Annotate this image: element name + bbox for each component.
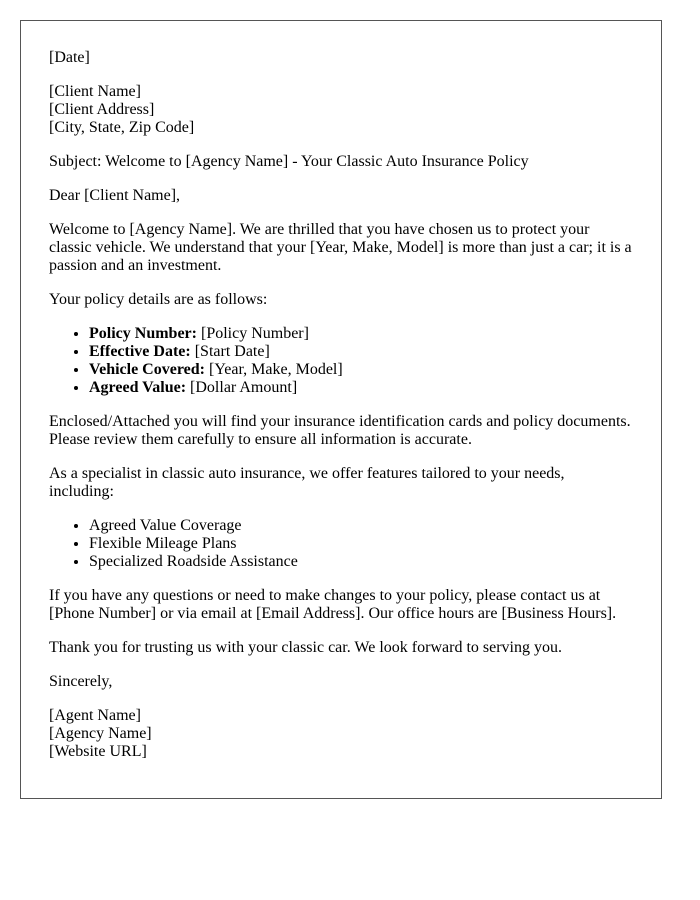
agency-name: [Agency Name] xyxy=(49,725,152,742)
contact-paragraph: If you have any questions or need to make changes to your policy, please contact us at [Phone Number] or via email at [Email Address]. Our office hours are [Business Hours]. xyxy=(49,587,617,622)
list-item xyxy=(89,325,633,343)
list-item: • Specialized Roadside Assistance xyxy=(89,553,633,571)
recipient-address: [Client Address] xyxy=(49,101,155,118)
detail-value: [Dollar Amount] xyxy=(186,379,298,396)
list-item xyxy=(89,343,633,361)
list-item xyxy=(89,361,633,379)
list-item: • Agreed Value Coverage xyxy=(89,517,633,535)
recipient-name: [Client Name] xyxy=(49,83,141,100)
detail-label: Effective Date: xyxy=(89,343,191,360)
features-list xyxy=(49,517,633,571)
policy-details-list xyxy=(49,325,633,397)
salutation: Dear [Client Name], xyxy=(49,187,181,204)
enclosed-paragraph: Enclosed/Attached you will find your insurance identification cards and policy documents. Please review them carefully to ensure all information is accurate. xyxy=(49,413,631,448)
letter xyxy=(20,20,662,799)
thanks-paragraph: Thank you for trusting us with your classic car. We look forward to serving you. xyxy=(49,639,562,656)
date: [Date] xyxy=(49,49,90,66)
list-item xyxy=(89,379,633,397)
detail-label: Policy Number: xyxy=(89,325,197,342)
agent-name: [Agent Name] xyxy=(49,707,141,724)
detail-label: Vehicle Covered: xyxy=(89,361,205,378)
intro-paragraph: Welcome to [Agency Name]. We are thrilled that you have chosen us to protect your classic vehicle. We understand that your [Year, Make, Model] is more than just a car; it is a passion and an investment. xyxy=(49,221,632,274)
detail-value: [Policy Number] xyxy=(196,325,309,342)
detail-value: [Year, Make, Model] xyxy=(204,361,343,378)
detail-label: Agreed Value: xyxy=(89,379,187,396)
signature-block xyxy=(49,707,633,761)
closing: Sincerely, xyxy=(49,673,113,690)
detail-value: [Start Date] xyxy=(190,343,270,360)
features-intro: As a specialist in classic auto insurance, we offer features tailored to your needs, including: xyxy=(49,465,565,500)
recipient-block xyxy=(49,83,633,137)
subject-line: Subject: Welcome to [Agency Name] - Your Classic Auto Insurance Policy xyxy=(49,153,529,170)
website-url: [Website URL] xyxy=(49,743,147,760)
policy-intro: Your policy details are as follows: xyxy=(49,291,268,308)
list-item: • Flexible Mileage Plans xyxy=(89,535,633,553)
recipient-city-state-zip: [City, State, Zip Code] xyxy=(49,119,195,136)
